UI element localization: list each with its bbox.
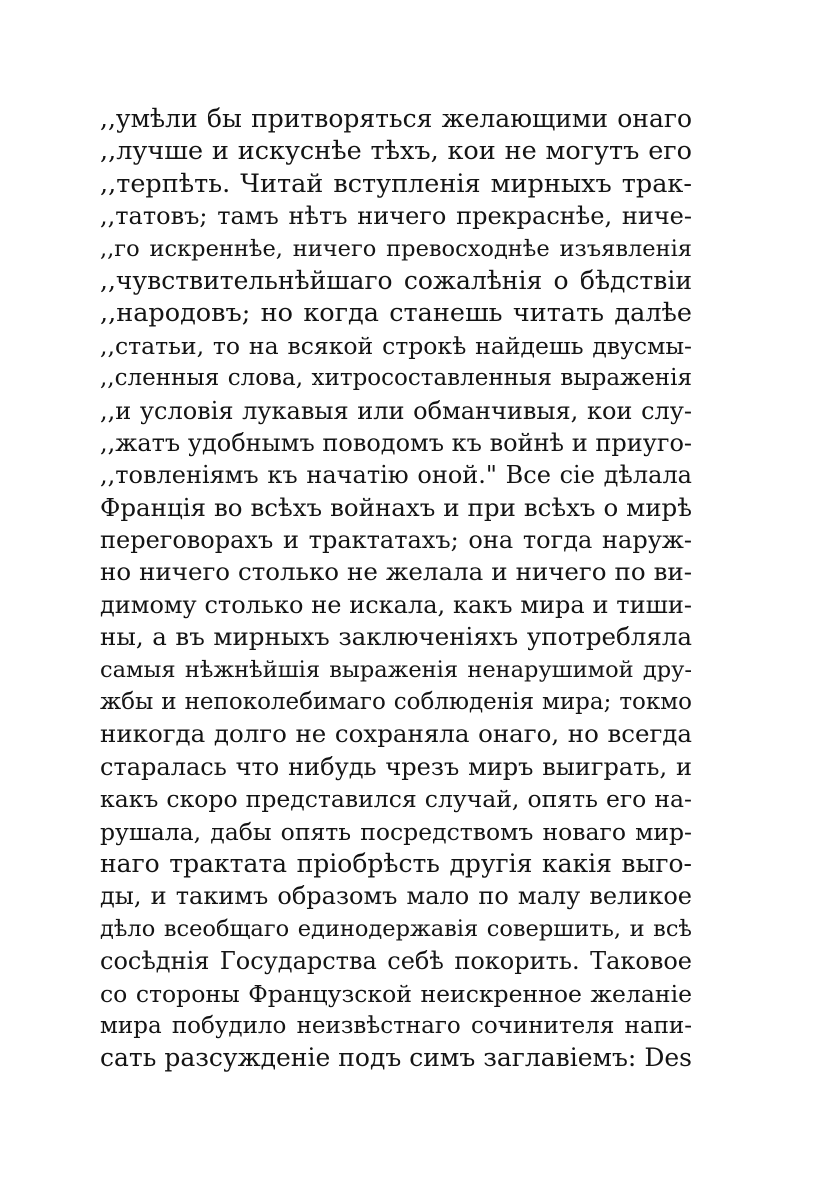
text-line-27: сосѣднія Государства себѣ покорить. Таковое — [100, 947, 692, 976]
text-line-12: ,,товленіямъ къ начатію оной." Все сіе дѣлала — [100, 461, 692, 490]
text-line-1: ,,умѣли бы притворяться желающими онаго — [100, 104, 692, 133]
text-line-13: Франція во всѣхъ войнахъ и при всѣхъ о мирѣ — [100, 492, 692, 522]
text-line-28: со стороны Французской неискренное желаніе — [100, 979, 692, 1008]
text-line-24: наго трактата пріобрѣсть другія какія выго- — [100, 848, 692, 878]
text-line-14: переговорахъ и трактатахъ; она тогда наруж- — [100, 526, 692, 555]
text-line-6: ,,чувствительнѣйшаго сожалѣнія о бѣдствіи — [100, 265, 692, 295]
text-line-19: жбы и непоколебимаго соблюденія мира; токмо — [100, 689, 692, 716]
text-line-8: ,,статьи, то на всякой строкѣ найдешь двусмы- — [100, 331, 692, 360]
text-line-18: самыя нѣжнѣйшія выраженія ненарушимой дру- — [100, 656, 692, 683]
text-line-4: ,,татовъ; тамъ нѣтъ ничего прекраснѣе, ниче- — [100, 202, 692, 231]
text-line-15: но ничего столько не желала и ничего по ви- — [100, 557, 692, 587]
text-line-5: ,,го искреннѣе, ничего превосходнѣе изъявленія — [100, 235, 692, 262]
text-line-11: ,,жатъ удобнымъ поводомъ къ войнѣ и приуго- — [100, 428, 692, 457]
text-line-22: какъ скоро представился случай, опять его на- — [100, 785, 692, 814]
text-line-2: ,,лучше и искуснѣе тѣхъ, кои не могутъ его — [100, 136, 692, 167]
body-text — [100, 103, 692, 1075]
text-line-7: ,,народовъ; но когда станешь читать далѣе — [100, 298, 692, 329]
text-line-26: дѣло всеобщаго единодержавія совершить, и всѣ — [100, 915, 692, 942]
text-line-20: никогда долго не сохраняла онаго, но всегда — [100, 719, 692, 749]
text-line-16: димому столько не искала, какъ мира и тиши- — [100, 590, 692, 619]
text-line-30: сать разсужденіе подъ симъ заглавіемъ: Des — [100, 1043, 692, 1073]
text-line-3: ,,терпѣть. Читай вступленія мирныхъ трак- — [100, 168, 692, 199]
text-line-10: ,,и условія лукавыя или обманчивыя, кои слу- — [100, 396, 692, 425]
text-line-25: ды, и такимъ образомъ мало по малу великое — [100, 882, 692, 911]
text-line-23: рушала, дабы опять посредствомъ новаго мир- — [100, 817, 692, 846]
text-line-9: ,,сленныя слова, хитросоставленныя выраженія — [100, 365, 692, 392]
text-line-21: старалась что нибудь чрезъ миръ выиграть, и — [100, 752, 692, 781]
text-line-17: ны, а въ мирныхъ заключеніяхъ употребляла — [100, 622, 692, 652]
text-line-29: мира побудило неизвѣстнаго сочинителя напи- — [100, 1012, 692, 1039]
